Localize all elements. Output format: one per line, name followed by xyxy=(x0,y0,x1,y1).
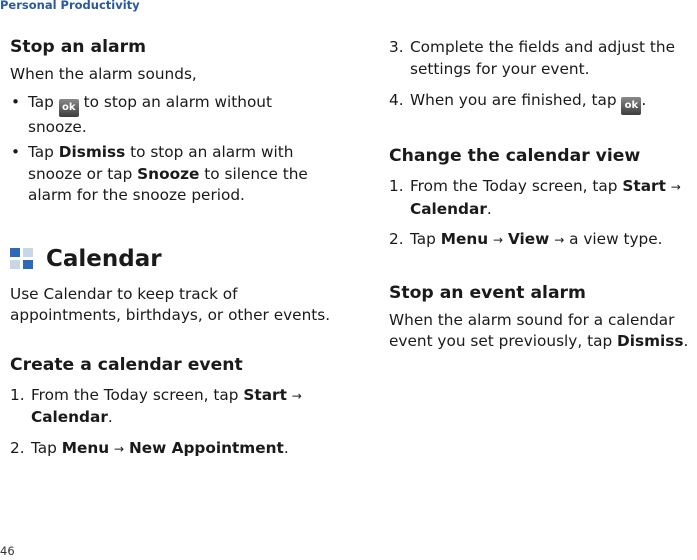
change-view-heading: Change the calendar view xyxy=(389,146,641,166)
view-step-1: 1. From the Today screen, tap Start → Calendar. xyxy=(389,177,681,218)
start-label: Start xyxy=(243,385,287,404)
text: Tap xyxy=(410,230,436,248)
calendar-section-icon xyxy=(10,248,34,270)
arrow-icon: → xyxy=(114,441,125,456)
text: to silence the xyxy=(204,164,308,183)
step-number: 2. xyxy=(389,230,404,248)
running-header: Personal Productivity xyxy=(0,0,140,12)
dismiss-label: Dismiss xyxy=(617,332,684,350)
start-label: Start xyxy=(622,177,666,195)
stop-alarm-heading: Stop an alarm xyxy=(10,37,146,57)
text: From the Today screen, tap xyxy=(410,177,618,195)
text: snooze or tap xyxy=(28,164,133,183)
text: Use Calendar to keep track of xyxy=(10,284,238,303)
text: event you set previously, tap xyxy=(389,332,613,350)
text: When you are finished, tap xyxy=(410,91,617,109)
calendar-title: Calendar xyxy=(46,245,162,272)
text: Complete the fields and adjust the xyxy=(410,38,675,56)
step-number: 2. xyxy=(10,438,25,457)
calendar-desc xyxy=(10,284,350,327)
stop-event-text: When the alarm sound for a calendar event you set previously, tap Dismiss. xyxy=(389,310,689,350)
create-step-3 xyxy=(389,37,697,80)
calendar-label: Calendar xyxy=(410,199,487,218)
ok-button-icon: ok xyxy=(59,99,79,117)
bullet-dot: • xyxy=(11,143,21,161)
stop-alarm-intro: When the alarm sounds, xyxy=(10,65,197,83)
create-step-4: 4. When you are finished, tap ok . xyxy=(389,90,697,115)
text: snooze. xyxy=(28,117,87,136)
bullet-ok xyxy=(10,92,350,139)
calendar-section-title xyxy=(10,245,350,273)
text: a view type. xyxy=(569,230,663,248)
text: alarm for the snooze period. xyxy=(28,186,245,204)
text: Tap xyxy=(31,438,57,457)
calendar-label: Calendar xyxy=(31,408,108,426)
right-column xyxy=(389,37,697,353)
create-event-heading: Create a calendar event xyxy=(10,354,243,375)
arrow-icon: → xyxy=(291,388,302,403)
create-step-2: 2. Tap Menu → New Appointment. xyxy=(10,438,350,461)
text: When the alarm sound for a calendar xyxy=(389,310,675,329)
menu-label: Menu xyxy=(61,438,110,457)
arrow-icon: → xyxy=(493,233,504,247)
step-number: 1. xyxy=(10,385,25,404)
snooze-label: Snooze xyxy=(137,164,200,183)
text: From the Today screen, tap xyxy=(31,385,239,404)
left-column xyxy=(10,36,350,460)
text: settings for your event. xyxy=(410,59,590,78)
view-step-2 xyxy=(389,229,697,252)
step-number: 3. xyxy=(389,38,404,56)
text: Tap xyxy=(28,92,54,111)
text: to stop an alarm with xyxy=(130,143,294,161)
view-label: View xyxy=(507,230,550,248)
text: to stop an alarm without xyxy=(83,92,272,111)
text: Tap xyxy=(28,143,54,161)
text: appointments, birthdays, or other events. xyxy=(10,306,331,324)
step-number: 4. xyxy=(389,91,404,109)
create-step-1: 1. From the Today screen, tap Start → Calendar. xyxy=(10,385,302,426)
step-number: 1. xyxy=(389,177,404,195)
stop-event-heading: Stop an event alarm xyxy=(389,282,586,303)
ok-button-icon: ok xyxy=(621,97,641,115)
dismiss-label: Dismiss xyxy=(58,143,126,161)
menu-label: Menu xyxy=(440,230,489,248)
page-number: 46 xyxy=(0,544,15,558)
bullet-dot: • xyxy=(11,92,21,111)
arrow-icon: → xyxy=(670,180,681,194)
bullet-dismiss xyxy=(10,142,350,207)
arrow-icon: → xyxy=(554,233,565,247)
new-appointment-label: New Appointment xyxy=(128,438,284,457)
